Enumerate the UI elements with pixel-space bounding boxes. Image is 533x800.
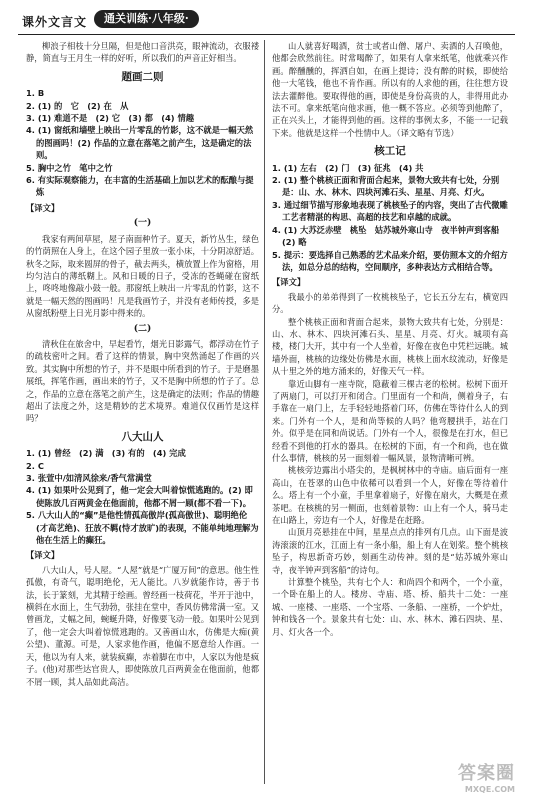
watermark-text: 答案圈 xyxy=(458,763,515,784)
series-badge: 通关训练·八年级· xyxy=(94,10,199,28)
left-column xyxy=(26,40,259,688)
watermark-logo xyxy=(458,759,515,794)
left-intro: 柳浪子相枝十分旦隔，但是他口音洪亮，眼神流动，衣服褛静，简直与王月生一样的好听，所以我们的声音正好相当。 xyxy=(26,41,259,64)
right-column xyxy=(272,40,508,638)
answer-item: 2. (1) 的 它 (2) 在 从 xyxy=(26,100,129,111)
translation-label: 【译文】 xyxy=(272,277,306,288)
subsection-two: (二) xyxy=(133,323,152,334)
header-rule xyxy=(18,34,515,35)
translation-paragraph: 山顶月亮悬挂在中间，星星点点的排列有几点。山下面是波涛滚滚的江水，江面上有一条小船，船上有人在划桨。整个桃核坠子，构思新奇巧妙，刻画生动传神。刻的是“姑苏城外寒山寺，夜半钟声到客船”的诗句。 xyxy=(272,527,508,575)
answer-item: 6. 有实际观察能力，在丰富的生活基础上加以艺术的酝酿与提炼 xyxy=(26,175,254,198)
answer-item: 5. 提示：要选择自己熟悉的艺术品来介绍，要仿照本文的介绍方法，如总分总的结构，空间顺序，多种表达方式相结合等。 xyxy=(272,249,508,272)
answer-item: 2. C xyxy=(26,460,44,471)
answer-item: 4. (1) 大苏泛赤壁 桃坠 姑苏城外寒山寺 夜半钟声到客船 (2) 略 xyxy=(272,224,508,248)
answers-tihua xyxy=(26,87,259,199)
section-title-hegongji: 核工记 xyxy=(374,145,406,158)
column-divider xyxy=(264,40,265,784)
right-intro: 山人就喜好喝酒，贫士或者山僧、屠户、卖酒的人召唤他，他都会欣然前往。时常喝醉了，如果有人拿来纸笔，他就乘兴作画。醉醺醺的，挥洒自如，在画上提诗；没有醉的时候，即使给他一大笔钱，他也不肯作画。所以有的人求他的画，往往想方设法去灌醉他。要取得他的画，即使是身份高贵的人，非得用此办法不可。拿来纸笔向他求画，他一概不答应。必须等到他醉了，正在兴头上，才能得到他的画。这样的事例太多，不能一一记载下来。他就是这样一个性情中人。（译文略有节选） xyxy=(272,41,508,138)
section-title-tihua: 题画二则 xyxy=(121,70,164,83)
answer-item: 1. (1) 左右 (2) 门 (3) 征兆 (4) 共 xyxy=(272,162,424,173)
section-title-badashanren: 八大山人 xyxy=(121,430,164,443)
answer-item: 3. 张萱中/如清风徐来/香气常满堂 xyxy=(26,473,152,483)
translation-label: 【译文】 xyxy=(26,202,60,213)
watermark-url: MXQE.COM xyxy=(464,785,515,794)
answers-hegongji xyxy=(272,162,508,274)
translation-paragraph: 我最小的弟弟得到了一枚桃核坠子，它长五分左右，横宽四分。 xyxy=(272,291,508,315)
answer-item: 3. 通过细节描写形象地表现了桃核坠子的内容，突出了古代微雕工艺者精湛的构思、高超的技艺和卓越的成就。 xyxy=(272,199,508,223)
answers-badashanren xyxy=(26,447,259,546)
answer-item: 5. 八大山人的“癫”是他性情孤高傲岸(孤高傲世)、聪明绝伦(才高艺绝)、狂放不羁(恃才放旷)的表现，不能单纯地理解为他在生活上的癫狂。 xyxy=(26,510,259,546)
answer-item: 5. 胸中之竹 笔中之竹 xyxy=(26,162,113,173)
translation-paragraph: 计算整个桃坠，共有七个人：和尚四个和两个，一个小童，一个卧在船上的人。楼房、寺庙、塔、桥、船共十二处：一座城、一座楼、一座塔、一个宝塔、一条船、一座桥，一个炉灶，钟和钱各一个。景象共有七处：山、水、林木、滩石四块、星、月、灯火各一个。 xyxy=(272,577,508,637)
translation-paragraph: 清秋住在旅舍中，早起看竹，烟光日影露气，都浮动在竹子的疏枝密叶之间。看了这样的情景，胸中突然涌起了作画的兴致。其实胸中所想的竹子，并不是眼中所看到的竹子。于是磨墨展纸，挥笔作画，画出来的竹子，又不是胸中所想的竹子了。总之，作品的立意在落笔之前产生，这是确定的法则；作品的情趣超出了法度之外，这是精妙的艺术境界。难道仅仅画竹是这样吗？ xyxy=(26,338,259,424)
translation-paragraph: 我家有两间草屋，屋子南面种竹子。夏天，新竹丛生，绿色的竹荫照在人身上，在这个园子里放一张小床，十分阴凉舒适。秋冬之际，取来圆屏的骨子，截去两头，横放置上作为窗格，用均匀洁白的薄纸糊上。风和日暖的日子，受冻的苍蝇碰在窗纸上，咚咚地像敲小鼓一般。那窗纸上映出一片零乱的竹影，这不就是一幅天然的图画吗！凡是我画竹子，并没有老师传授，多是从窗纸粉壁上日光月影中得来的。 xyxy=(26,233,259,319)
answer-item: 3. (1) 难道不是 (2) 它 (3) 都 (4) 情趣 xyxy=(26,113,195,124)
answer-item: 2. (1) 整个桃核正面和背面合起来，景物大致共有七处，分别是：山、水、林木、四块河滩石头、星星、月亮、灯火。 xyxy=(272,175,500,198)
translation-label: 【译文】 xyxy=(26,550,60,561)
translation-paragraph: 八大山人，号人屋。“人屋”就是“广厦万间”的意思。他生性孤傲，有奇气，聪明绝伦，无人能比。八岁就能作诗，善于书法，长于篆刻，尤其精于绘画。曾经画一枝荷花，半开于池中，横斜在水面上，生气勃勃，张挂在堂中，香风仿佛常满一室。又曾画龙，丈幅之间，蜿蜒升降，好像要飞动一般。如果叶公见到了，他一定会大叫着惊慌逃跑的。又善画山水，仿佛是大痴(黄公望)、董源。可是，人家求他作画，他偏不愿意给人作画。一天，他以为有人来，就装疯癫，赤着脚在市中，人家以为他是疯子。(他)对那些达官贵人，即使陈放几百两黄金在他面前，他都不屑一顾，其人品如此高洁。 xyxy=(26,564,259,687)
translation-paragraph: 靠近山脚有一座寺院，隐蔽着三棵古老的松树。松树下面开了两扇门，可以打开和闭合。门里面有一个和尚，侧着身子，右手靠在一扇门上，左手轻轻地搭着门环，仿佛在等待什么人的到来。门外有一个人，是和尚等候的人吗？他弯腰拱手，站在门外。似乎是在同和尚说话。门外有一个人，很像是在打水，但已经看不到他的打水的器具。在松树的下面，有一个和尚，也在做什么事情，桃核的另一面刻着一幅风景，景物清晰可辨。 xyxy=(272,378,508,463)
subsection-one: (一) xyxy=(133,218,152,229)
answer-item: 1. (1) 曾经 (2) 满 (3) 有的 (4) 完成 xyxy=(26,448,186,459)
translation-paragraph: 桃核旁边露出小塔尖的，是枫树林中的寺庙。庙后面有一座高山，在苍翠的山色中依稀可以看到一个人，好像在等待着什么。塔上有一个小童，手里拿着扇子，好像在扇火，大概是在煮茶吧。在核桃的另一侧面，也刻着景物：山上有一个人，骑马走在山路上，旁边有一个人，好像是在赶路。 xyxy=(272,465,508,526)
answer-item: 4. (1) 窗纸和墙壁上映出一片零乱的竹影，这不就是一幅天然的图画吗！(2) 作品的立意在落笔之前产生，这是确定的法则。 xyxy=(26,125,254,161)
translation-paragraph: 整个桃核正面和背面合起来，景物大致共有七处，分别是：山、水、林木、四块河滩石头、星星、月亮、灯火。城项有高楼，楼门大开，其中有一个人坐着，好像在夜色中凭栏远眺。城墙外面，桃核的边缘处仿佛是水面，桃核上面水纹流动，好像是从十里之外的地方涌来的，好像天气一样。 xyxy=(272,316,508,377)
book-title: 课外文言文 xyxy=(22,15,88,29)
page-header xyxy=(18,6,515,36)
answer-item: 4. (1) 如果叶公见到了，他一定会大叫着惊慌逃跑的。(2) 即使陈放几百两黄金在他面前，他都不屑一顾(都不看一下)。 xyxy=(26,485,253,508)
answer-item: 1. B xyxy=(26,88,45,99)
